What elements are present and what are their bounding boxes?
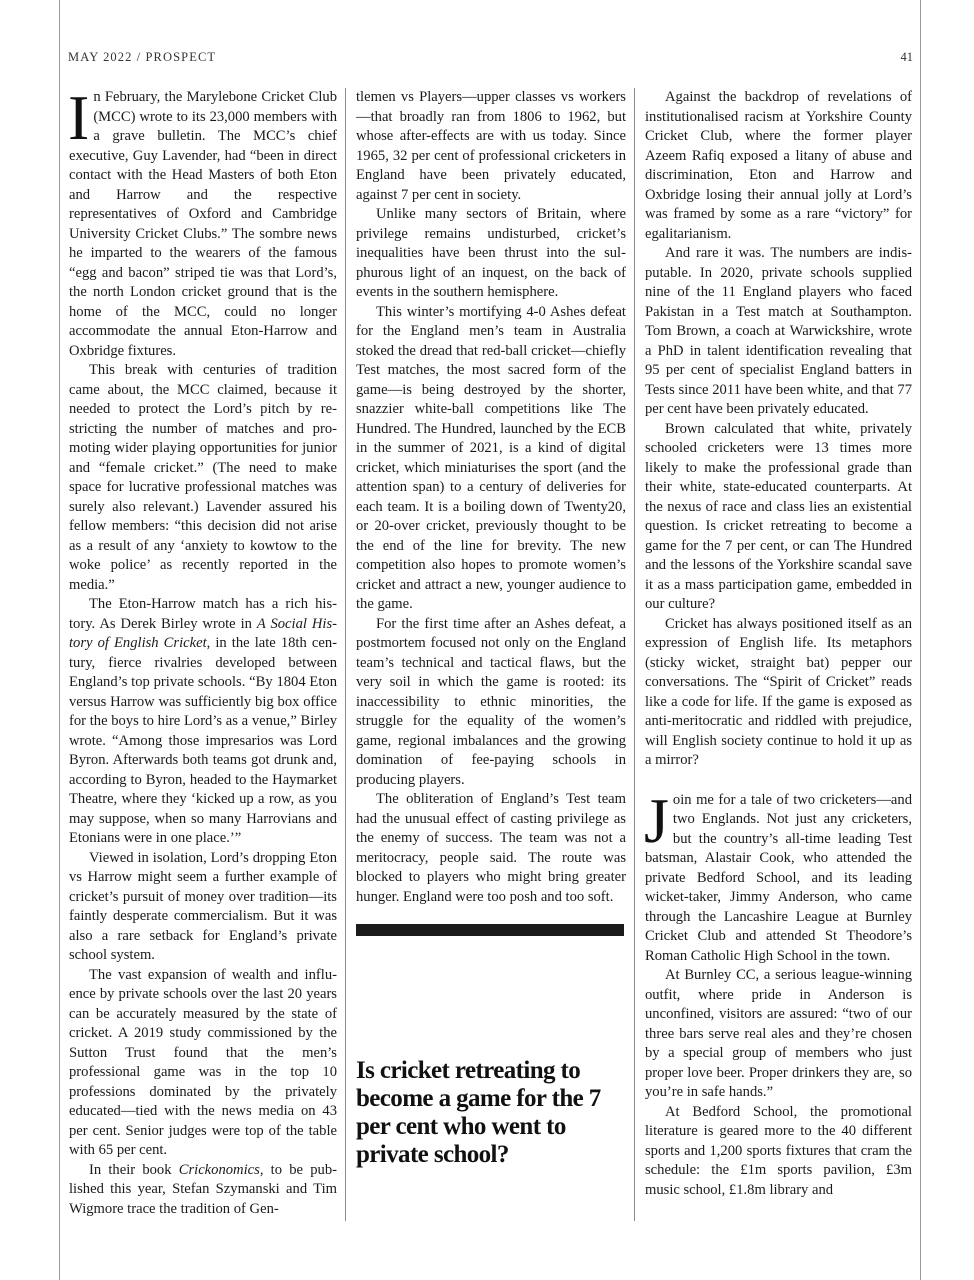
page-edge-right <box>920 0 921 1280</box>
book-title: Crickonomics <box>178 1161 260 1178</box>
column-rule-2 <box>634 88 635 1221</box>
article-paragraph: Brown calculated that white, privately schooled cricketers were 13 times more likely to make the professional grade than their white, state-educated counterparts. At the nexus of race and class lies an existential question. Is cricket retreating to become a game for the 7 per cent, or can The Hundred and the lessons of the Yorkshire scandal save it as a mass participation game, embedded in our culture? <box>645 420 912 612</box>
article-column-1 <box>68 82 337 1219</box>
article-paragraph: tlemen vs Players—upper classes vs workers—that broadly ran from 1806 to 1962, but whose after-effects are with us today. Since 1965, 32 per cent of professional cricketers in England have been privately educated, against 7 per cent in society. <box>356 89 626 203</box>
article-paragraph: In their book Crickonomics, to be published this year, Stefan Szymanski and Tim Wigmore trace the tradition of Gen- <box>69 1161 337 1217</box>
article-paragraph: This break with centuries of tradition came about, the MCC claimed, because it needed to protect the Lord’s pitch by restricting the number of matches and promoting wider playing opportunities for junior and “female cricket.” (The need to make space for lucrative professional matches was surely also relevant.) Lavender assured his fellow members: “this decision did not arise as a result of any ‘anxiety to kowtow to the woke police’ as recently reported in the media.” <box>69 362 337 593</box>
section-break <box>645 771 912 791</box>
article-paragraph: Cricket has always positioned itself as an expression of English life. Its metaphors (sticky wicket, straight bat) pepper our conversations. The “Spirit of Cricket” reads like a code for life. If the game is exposed as anti-meritocratic and riddled with prejudice, will English society continue to hold it up as a mirror? <box>645 615 912 768</box>
page-edge-left <box>59 0 60 1280</box>
article-paragraph: This winter’s mortifying 4-0 Ashes defeat for the England men’s team in Australia stoked the dread that red-ball cricket—chiefly Test matches, the most sacred form of the game—is being destroyed by the shorter, snazzier white-ball competitions like The Hundred. The Hundred, launched by the ECB in the summer of 2021, is a kind of digital cricket, which miniaturises the sport (and the attention span) to a century of deliveries for each team. It is a boiling down of Twenty20, or 20-over cricket, previously thought to be the end of the line for brevity. The new competition also hopes to promote women’s cricket and attract a new, younger audience to the game. <box>356 303 626 612</box>
page-number: 41 <box>900 50 913 64</box>
article-paragraph: The Eton-Harrow match has a rich history. As Derek Birley wrote in A Social History of English Cricket, in the late 18th century, fierce rivalries developed between England’s top private schools. “By 1804 Eton versus Harrow was sufficiently big box office for the boys to hire Lord’s as a venue,” Birley wrote. “Among those impresarios was Lord Byron. Afterwards both teams got drunk and, according to Byron, headed to the Haymarket Theatre, where they ‘kicked up a row, as you may suppose, when so many Harrovians and Etonians were in one place.’” <box>69 596 337 846</box>
article-paragraph: The vast expansion of wealth and influence by private schools over the last 20 years can be accurately measured by the state of cricket. A 2019 study commissioned by the Sutton Trust found that the men’s professional game was in the top 10 professions dominated by the privately educated—tied with the news media on 43 per cent. Senior judges were top of the table with 65 per cent. <box>69 966 337 1158</box>
pull-quote: Is cricket retreating to become a game for the 7 per cent who went to private school? <box>356 1057 601 1168</box>
drop-cap: I <box>68 82 90 153</box>
article-paragraph: Unlike many sectors of Britain, where privilege remains undisturbed, cricket’s inequalities have been thrust into the sulphurous light of an inquest, on the back of events in the southern hemisphere. <box>356 206 626 300</box>
article-paragraph: At Bedford School, the promotional literature is geared more to the 40 different sports and 1,200 sports fixtures that cram the schedule: the £1m sports pavilion, £3m music school, £1.8m library and <box>645 1103 912 1198</box>
article-column-3 <box>645 88 912 1200</box>
article-paragraph: The obliteration of England’s Test team had the unusual effect of casting privilege as the enemy of success. The team was not a meritocracy, people said. The route was blocked to players who might bring greater hunger. England were too posh and too soft. <box>356 791 626 905</box>
article-paragraph: Viewed in isolation, Lord’s dropping Eton vs Harrow might seem a further example of cricket’s pursuit of money over tradition—its faintly desperate commercialism. But it was also a rare setback for England’s private school system. <box>69 849 337 963</box>
article-paragraph: Join me for a tale of two cricketers—and two Englands. Not just any cricketers, but the country’s all-time leading Test batsman, Alastair Cook, who attended the private Bedford School, and its leading wicket-taker, Jimmy Anderson, who came through the Lancashire League at Burnley Cricket Club and attended St Theodore’s Roman Catholic High School in the town. <box>644 784 912 964</box>
book-title: A Social History of English Cricket <box>69 615 337 651</box>
article-paragraph: Against the backdrop of revelations of institutionalised racism at Yorkshire County Cricket Club, where the former player Azeem Rafiq exposed a litany of abuse and discrimination, Eton and Harrow and Oxbridge losing their annual jolly at Lord’s was framed by some as a rare “victory” for egalitarianism. <box>645 89 912 242</box>
article-paragraph: For the first time after an Ashes defeat, a postmortem focused not only on the England team’s technical and tactical flaws, but the very soil in which the game is rooted: its inaccessibility to ethnic minorities, the struggle for the equality of the women’s game, regional imbalances and the growing domination of fee-paying schools in producing players. <box>356 615 626 788</box>
article-paragraph: And rare it was. The numbers are indisputable. In 2020, private schools supplied nine of the 11 England players who faced Pakistan in a Test match at Southampton. Tom Brown, a coach at Warwickshire, wrote a PhD in talent identification revealing that 95 per cent of specialist England batters in Tests since 2011 have been white, and that 77 per cent have been privately educated. <box>645 245 912 417</box>
article-paragraph: In February, the Marylebone Cricket Club (MCC) wrote to its 23,000 members with a grave bulletin. The MCC’s chief executive, Guy Lavender, had “been in direct contact with the Head Masters of both Eton and Harrow and the respective representatives of Oxford and Cambridge University Cricket Clubs.” The sombre news he imparted to the wearers of the famous “egg and bacon” striped tie was that Lord’s, the north London cricket ground that is the home of the MCC, could no longer accommodate the annual Eton-Harrow and Oxbridge fixtures. <box>68 82 337 359</box>
issue-label: MAY 2022 / PROSPECT <box>68 50 217 64</box>
running-head <box>68 50 913 70</box>
article-column-2 <box>356 88 626 936</box>
article-paragraph: At Burnley CC, a serious league-winning outfit, where pride in Anderson is unconfined, visitors are assured: “two of our three bars serve real ales and they’re chosen by a special group of members who just proper love beer. Proper drinkers they are, so you’re in safe hands.” <box>645 967 912 1100</box>
drop-cap: J <box>644 784 669 856</box>
column-rule-1 <box>345 88 346 1221</box>
section-divider-bar <box>356 924 624 936</box>
